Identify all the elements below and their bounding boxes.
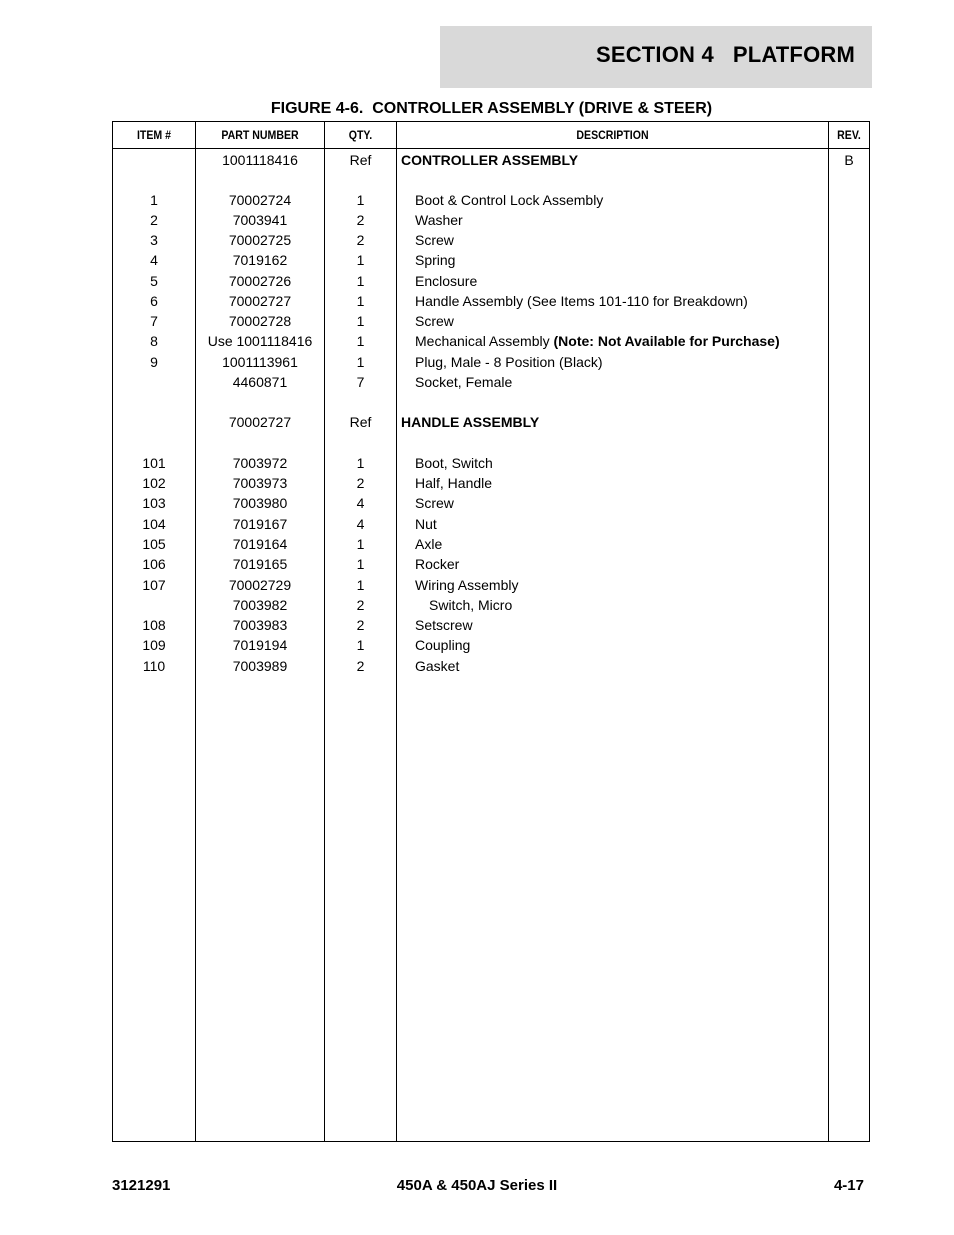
description-text: Boot & Control Lock Assembly	[415, 192, 604, 208]
part-number: 70002728	[228, 313, 292, 329]
quantity: 1	[356, 354, 365, 370]
part-number: 70002729	[228, 577, 292, 593]
item-number: 109	[142, 637, 166, 653]
description	[415, 191, 603, 209]
header-divider	[113, 148, 869, 149]
page-number: 4-17	[833, 1177, 864, 1194]
item-number: 110	[142, 658, 166, 674]
column-header-rev: REV.	[837, 128, 861, 142]
description-text: Wiring Assembly	[415, 577, 519, 593]
description	[415, 636, 470, 654]
description-text: Enclosure	[415, 273, 478, 289]
revision: B	[844, 152, 854, 168]
model-series: 450A & 450AJ Series II	[396, 1177, 558, 1194]
quantity: 1	[356, 455, 365, 471]
table-row	[113, 596, 869, 616]
description-text: Boot, Switch	[415, 455, 493, 471]
description	[415, 353, 603, 371]
quantity: 2	[356, 232, 365, 248]
item-number: 6	[150, 293, 158, 309]
quantity: 1	[356, 577, 365, 593]
table-row	[113, 515, 869, 535]
quantity: 1	[356, 313, 365, 329]
table-row	[113, 191, 869, 211]
description-text: Screw	[415, 495, 454, 511]
description-text: Axle	[415, 536, 443, 552]
figure-title: FIGURE 4-6. CONTROLLER ASSEMBLY (DRIVE & STEER)	[270, 100, 713, 117]
item-number: 102	[142, 475, 166, 491]
description	[415, 535, 442, 553]
table-row	[113, 251, 869, 271]
part-number: 70002727	[228, 414, 292, 430]
table-row	[113, 535, 869, 555]
description-text: Plug, Male - 8 Position (Black)	[415, 354, 603, 370]
table-row	[113, 454, 869, 474]
part-number: 7019194	[232, 637, 288, 653]
part-number: 1001113961	[222, 354, 298, 370]
quantity: Ref	[349, 152, 372, 168]
table-row	[113, 636, 869, 656]
part-number: 7003980	[232, 495, 288, 511]
quantity: 1	[356, 556, 365, 572]
parts-table	[112, 121, 870, 1142]
description-text: CONTROLLER ASSEMBLY	[401, 152, 579, 168]
item-number: 2	[150, 212, 158, 228]
part-number: 7003989	[232, 658, 288, 674]
quantity: 2	[356, 658, 365, 674]
table-row	[113, 657, 869, 677]
part-number: 7019167	[232, 516, 288, 532]
description	[415, 292, 748, 310]
part-number: 7003941	[232, 212, 288, 228]
part-number: 4460871	[232, 374, 288, 390]
description-text: Rocker	[415, 556, 460, 572]
quantity: 1	[356, 252, 365, 268]
section-header	[440, 26, 872, 88]
part-number: 7019164	[232, 536, 288, 552]
description	[415, 231, 454, 249]
description	[415, 657, 459, 675]
table-row	[113, 292, 869, 312]
description	[401, 151, 578, 169]
description	[415, 555, 459, 573]
table-row	[113, 353, 869, 373]
description	[415, 211, 463, 229]
description-text: Handle Assembly (See Items 101-110 for Breakdown)	[415, 293, 748, 309]
part-number: 1001118416	[222, 152, 298, 168]
description	[415, 474, 492, 492]
quantity: 1	[356, 293, 365, 309]
item-number: 4	[150, 252, 158, 268]
table-row	[113, 616, 869, 636]
item-number: 7	[150, 313, 158, 329]
description-text: Nut	[415, 516, 437, 532]
table-row	[113, 474, 869, 494]
description-text: HANDLE ASSEMBLY	[401, 414, 540, 430]
description	[415, 515, 437, 533]
quantity: 1	[356, 333, 365, 349]
description-text: Screw	[415, 232, 454, 248]
part-number: 7003982	[232, 597, 288, 613]
table-row	[113, 231, 869, 251]
description	[401, 413, 539, 431]
quantity: Ref	[349, 414, 372, 430]
section-title: SECTION 4 PLATFORM	[595, 42, 855, 67]
item-number: 3	[150, 232, 158, 248]
part-number: 7019162	[232, 252, 288, 268]
item-number: 108	[142, 617, 166, 633]
description	[415, 616, 473, 634]
description	[415, 454, 493, 472]
description	[429, 596, 512, 614]
quantity: 2	[356, 617, 365, 633]
description	[415, 312, 454, 330]
description-text: Switch, Micro	[429, 597, 513, 613]
part-number: 70002727	[228, 293, 292, 309]
part-number: 7003973	[232, 475, 288, 491]
quantity: 2	[356, 212, 365, 228]
item-number: 1	[150, 192, 158, 208]
quantity: 4	[356, 516, 365, 532]
description	[415, 494, 454, 512]
description-text: Socket, Female	[415, 374, 513, 390]
table-row	[113, 272, 869, 292]
part-number: 7003972	[232, 455, 288, 471]
description	[415, 272, 477, 290]
description	[415, 251, 455, 269]
table-section-row	[113, 413, 869, 433]
item-number: 104	[142, 516, 166, 532]
quantity: 1	[356, 192, 365, 208]
item-number: 5	[150, 273, 158, 289]
description-text: Screw	[415, 313, 454, 329]
item-number: 105	[142, 536, 166, 552]
description	[415, 373, 512, 391]
quantity: 1	[356, 536, 365, 552]
description-text: Setscrew	[415, 617, 473, 633]
description-text: Coupling	[415, 637, 471, 653]
description-text: Half, Handle	[415, 475, 493, 491]
column-header-description: DESCRIPTION	[576, 128, 649, 142]
item-number: 107	[142, 577, 166, 593]
part-number: Use 1001118416	[207, 333, 313, 349]
column-header-qty: QTY.	[348, 128, 373, 142]
part-number: 7003983	[232, 617, 288, 633]
table-row	[113, 332, 869, 352]
table-row	[113, 373, 869, 393]
quantity: 1	[356, 273, 365, 289]
item-number: 8	[150, 333, 158, 349]
description-text: Spring	[415, 252, 456, 268]
description-text: Washer	[415, 212, 463, 228]
item-number: 101	[142, 455, 166, 471]
description	[415, 576, 518, 594]
description-text: Gasket	[415, 658, 460, 674]
table-row	[113, 555, 869, 575]
quantity: 1	[356, 637, 365, 653]
quantity: 2	[356, 597, 365, 613]
quantity: 4	[356, 495, 365, 511]
description-text: Mechanical Assembly	[415, 333, 554, 349]
document-number: 3121291	[112, 1177, 171, 1194]
table-row	[113, 576, 869, 596]
item-number: 103	[142, 495, 166, 511]
item-number: 106	[142, 556, 166, 572]
table-row	[113, 312, 869, 332]
item-number: 9	[150, 354, 158, 370]
part-number: 70002726	[228, 273, 292, 289]
description	[415, 332, 780, 350]
column-header-part-number: PART NUMBER	[221, 128, 299, 142]
table-row	[113, 494, 869, 514]
part-number: 7019165	[232, 556, 288, 572]
part-number: 70002724	[228, 192, 292, 208]
quantity: 7	[356, 374, 365, 390]
quantity: 2	[356, 475, 365, 491]
table-row	[113, 211, 869, 231]
part-number: 70002725	[228, 232, 292, 248]
description-note: (Note: Not Available for Purchase)	[553, 333, 780, 349]
table-section-row	[113, 151, 869, 171]
column-header-item: ITEM #	[136, 128, 172, 142]
